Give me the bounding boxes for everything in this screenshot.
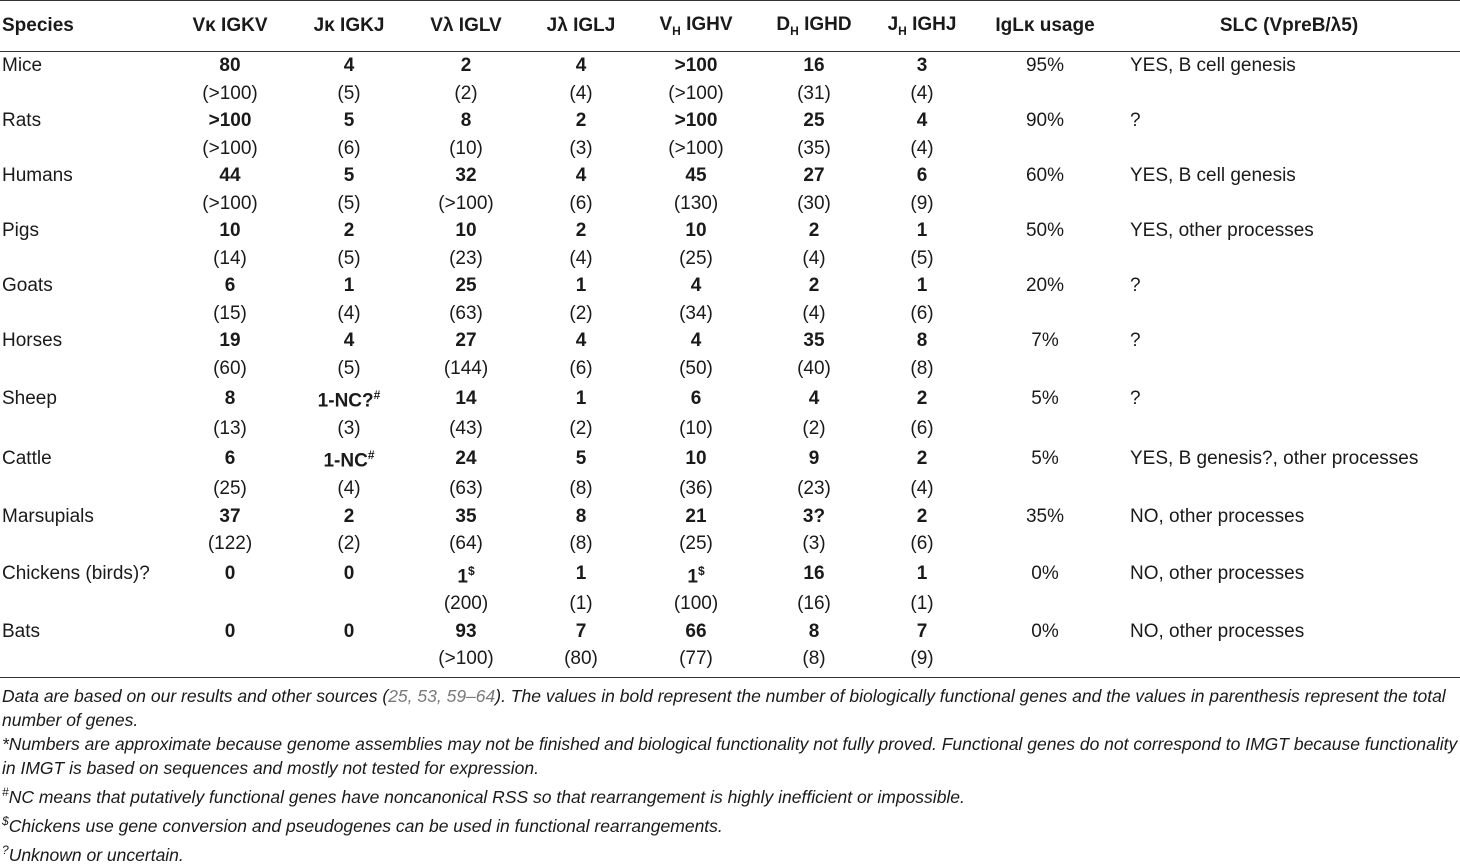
functional-vh-cell: 6 [690,387,702,409]
table-footnotes [0,678,1460,866]
functional-jl-cell: 4 [575,55,587,76]
table-row [0,52,1460,80]
functional-vh-cell: 4 [690,330,702,351]
functional-jh-cell: 1 [916,563,928,585]
slc-cell: YES, B cell genesis [1130,55,1296,76]
functional-jl-cell: 4 [575,165,587,186]
functional-jk-cell: 2 [343,505,355,527]
empty-cell [972,475,1118,503]
total-vh-cell: (25) [679,247,713,269]
table-row-totals [0,80,1460,108]
functional-jh-cell: 2 [916,387,928,409]
total-vl-cell: (23) [449,247,483,269]
empty-cell [1118,300,1460,328]
table-row-totals [0,590,1460,618]
total-jk-cell: (5) [337,247,361,269]
total-vl-cell: (>100) [438,192,494,214]
usage-cell: 35% [1025,505,1065,527]
total-vh-cell: (34) [679,302,713,324]
usage-cell: 20% [1025,275,1065,296]
functional-jk-cell: 5 [343,165,355,186]
empty-cell [0,415,168,443]
species-cell: Marsupials [2,505,94,527]
total-jk-cell: (2) [337,533,361,555]
total-jh-cell: (9) [910,192,934,214]
empty-cell [972,245,1118,273]
total-vl-cell: (10) [449,137,483,159]
empty-cell [1118,475,1460,503]
functional-jk-cell: 1-NC?# [317,388,381,412]
total-jk-cell: (4) [337,478,361,500]
usage-cell: 5% [1031,447,1059,469]
total-jh-cell: (6) [910,417,934,439]
functional-dh-cell: 2 [808,275,820,296]
header-jl: Jλ IGLJ [526,1,636,52]
footnote-approximate: *Numbers are approximate because genome assemblies may not be finished and biological functionality not fully proved. Functional genes do not correspond to IMGT because functionality in IMGT is based on sequences and mostly not tested for expression. [2,733,1458,778]
total-dh-cell: (31) [797,82,831,104]
functional-vk-cell: 10 [219,220,241,241]
functional-vh-cell: >100 [674,55,718,76]
total-vh-cell: (130) [673,192,719,214]
functional-jl-cell: 1 [575,275,587,296]
total-vh-cell: (>100) [668,137,724,159]
functional-vl-cell: 32 [455,165,477,186]
total-dh-cell: (40) [797,357,831,379]
total-jh-cell: (4) [910,82,934,104]
table-row [0,503,1460,531]
functional-vk-cell: 44 [219,165,241,186]
table-row [0,618,1460,646]
empty-cell [972,590,1118,618]
total-vl-cell: (43) [449,417,483,439]
total-vk-cell: (25) [213,478,247,500]
total-vk-cell: (13) [213,417,247,439]
total-jh-cell: (9) [872,645,972,677]
functional-jk-cell: 0 [343,563,355,585]
total-vh-cell: (36) [679,478,713,500]
species-cell: Humans [2,165,73,186]
total-vk-cell: (14) [213,247,247,269]
empty-cell [972,190,1118,218]
empty-cell [972,355,1118,383]
slc-cell: YES, B cell genesis [1130,165,1296,186]
total-vl-cell: (200) [443,593,489,615]
table-row-totals [0,190,1460,218]
functional-jh-cell: 2 [916,505,928,527]
total-vl-cell: (144) [443,357,489,379]
functional-dh-cell: 3? [802,505,826,527]
functional-jl-cell: 5 [575,447,587,469]
slc-cell: NO, other processes [1130,563,1305,585]
functional-jh-cell: 7 [916,620,928,642]
functional-dh-cell: 16 [803,563,825,585]
total-jk-cell: (5) [337,192,361,214]
total-vk-cell: (122) [207,533,253,555]
table-row [0,558,1460,591]
total-jl-cell: (80) [526,645,636,677]
total-jl-cell: (6) [569,357,593,379]
functional-vh-cell: 21 [685,505,707,527]
footnote-nc: #NC means that putatively functional genes have noncanonical RSS so that rearrangement is highly inefficient or impossible. [2,784,965,807]
species-cell: Rats [2,110,42,131]
total-vk-cell: (>100) [202,82,258,104]
total-vk-cell [168,590,292,618]
total-jl-cell: (8) [569,478,593,500]
functional-vl-cell: 35 [455,505,477,527]
header-usage: IgLκ usage [972,1,1118,52]
table-row-totals [0,645,1460,677]
total-jl-cell: (4) [569,247,593,269]
total-dh-cell: (8) [756,645,872,677]
total-dh-cell: (3) [802,533,826,555]
functional-vl-cell: 93 [455,620,477,642]
usage-cell: 95% [1025,55,1065,76]
total-dh-cell: (16) [797,593,831,615]
total-vh-cell: (100) [673,593,719,615]
species-cell: Chickens (birds)? [2,563,150,585]
total-vh-cell: (>100) [668,82,724,104]
functional-vl-cell: 8 [460,110,472,131]
total-dh-cell: (2) [802,417,826,439]
total-jl-cell: (4) [569,82,593,104]
table-body [0,52,1460,678]
empty-cell [0,355,168,383]
functional-vl-cell: 14 [455,387,477,409]
total-jl-cell: (2) [569,302,593,324]
empty-cell [972,530,1118,558]
empty-cell [0,590,168,618]
total-vk-cell: (>100) [202,192,258,214]
header-vk: Vκ IGKV [168,1,292,52]
usage-cell: 60% [1025,165,1065,186]
functional-vl-cell: 10 [455,220,477,241]
functional-vh-cell: 10 [685,447,707,469]
functional-jl-cell: 2 [575,110,587,131]
footnote-references[interactable]: 25, 53, 59–64 [388,685,496,706]
functional-vh-cell: 45 [685,165,707,186]
slc-cell: ? [1130,275,1141,296]
functional-jk-cell: 1 [343,275,355,296]
total-jh-cell: (4) [910,137,934,159]
total-vh-cell: (50) [679,357,713,379]
header-species: Species [0,1,168,52]
total-vh-cell: (25) [679,533,713,555]
species-cell: Goats [2,275,53,296]
table-row-totals [0,135,1460,163]
empty-cell [1118,415,1460,443]
total-dh-cell: (4) [802,247,826,269]
functional-vk-cell: 8 [224,387,236,409]
header-slc: SLC (VpreB/λ5) [1118,1,1460,52]
total-dh-cell: (4) [802,302,826,324]
empty-cell [1118,80,1460,108]
table-row [0,217,1460,245]
slc-cell: YES, B genesis?, other processes [1130,447,1419,469]
functional-jh-cell: 4 [916,110,928,131]
total-jl-cell: (1) [569,593,593,615]
total-jk-cell: (5) [337,82,361,104]
total-vk-cell [168,645,292,677]
total-jh-cell: (4) [910,478,934,500]
functional-dh-cell: 8 [808,620,820,642]
functional-jl-cell: 1 [575,563,587,585]
empty-cell [0,530,168,558]
empty-cell [1118,135,1460,163]
functional-vh-cell: >100 [674,110,718,131]
functional-jk-cell: 4 [343,55,355,76]
functional-vl-cell: 25 [455,275,477,296]
empty-cell [1118,190,1460,218]
functional-jh-cell: 6 [916,165,928,186]
table-row [0,162,1460,190]
functional-jl-cell: 2 [575,220,587,241]
functional-vk-cell: 0 [224,620,236,642]
species-cell: Sheep [2,387,57,409]
empty-cell [1118,530,1460,558]
functional-vl-cell: 27 [455,330,477,351]
functional-vk-cell: 19 [219,330,241,351]
total-vl-cell: (64) [449,533,483,555]
table-row-totals [0,530,1460,558]
empty-cell [0,80,168,108]
total-jh-cell: (1) [910,593,934,615]
usage-cell: 5% [1031,387,1059,409]
species-cell: Bats [2,620,41,642]
slc-cell: YES, other processes [1130,220,1314,241]
slc-cell: NO, other processes [1130,620,1305,642]
functional-dh-cell: 25 [803,110,825,131]
header-jk: Jκ IGKJ [292,1,406,52]
functional-dh-cell: 4 [808,387,820,409]
table-row [0,107,1460,135]
slc-cell: ? [1130,387,1141,409]
empty-cell [1118,590,1460,618]
total-jh-cell: (8) [910,357,934,379]
functional-jl-cell: 7 [575,620,587,642]
table-row-totals [0,300,1460,328]
empty-cell [972,645,1118,677]
total-vl-cell: (63) [449,302,483,324]
functional-jh-cell: 3 [916,55,928,76]
species-cell: Pigs [2,220,39,241]
functional-jh-cell: 1 [916,275,928,296]
total-dh-cell: (30) [797,192,831,214]
functional-vk-cell: 37 [219,505,241,527]
total-vh-cell: (77) [636,645,756,677]
table-row [0,272,1460,300]
table-row-totals [0,245,1460,273]
total-jh-cell: (5) [910,247,934,269]
table-row [0,442,1460,475]
empty-cell [0,475,168,503]
functional-dh-cell: 2 [808,220,820,241]
functional-vk-cell: 6 [224,447,236,469]
empty-cell [972,80,1118,108]
slc-cell: ? [1130,110,1141,131]
total-dh-cell: (23) [797,478,831,500]
species-cell: Horses [2,330,63,351]
table-row [0,327,1460,355]
functional-vk-cell: >100 [208,110,252,131]
functional-dh-cell: 27 [803,165,825,186]
functional-jk-cell: 2 [343,220,355,241]
functional-jk-cell: 1-NC# [323,448,375,472]
functional-dh-cell: 35 [803,330,825,351]
usage-cell: 50% [1025,220,1065,241]
functional-dh-cell: 16 [803,55,825,76]
total-vh-cell: (10) [679,417,713,439]
total-vl-cell: (63) [449,478,483,500]
table-row-totals [0,475,1460,503]
functional-vh-cell: 66 [685,620,707,642]
total-jk-cell [292,645,406,677]
total-vl-cell: (2) [454,82,478,104]
footnote-chickens: $Chickens use gene conversion and pseudogenes can be used in functional rearrangements. [2,813,723,836]
empty-cell [1118,245,1460,273]
functional-vh-cell: 1$ [687,563,705,587]
total-jk-cell [292,590,406,618]
functional-vl-cell: 2 [460,55,472,76]
footnote-data-sources: Data are based on our results and other sources (25, 53, 59–64). The values in bold represent the number of biologically functional genes and the values in parenthesis represent the total number of genes. [2,685,1446,730]
footnote-unknown: ?Unknown or uncertain. [2,842,184,865]
functional-vk-cell: 0 [224,563,236,585]
functional-jh-cell: 2 [916,447,928,469]
usage-cell: 7% [1031,330,1059,351]
functional-vk-cell: 80 [219,55,241,76]
table-row [0,382,1460,415]
usage-cell: 0% [1031,620,1059,642]
usage-cell: 0% [1031,563,1059,585]
slc-cell: NO, other processes [1130,505,1305,527]
empty-cell [0,190,168,218]
species-cell: Mice [2,55,43,76]
empty-cell [1118,645,1460,677]
table-row-totals [0,355,1460,383]
total-vk-cell: (60) [213,357,247,379]
empty-cell [972,415,1118,443]
header-dh: $D_H$ IGHD [756,1,872,52]
empty-cell [1118,355,1460,383]
header-jh: $J_H$ IGHJ [872,1,972,52]
empty-cell [972,135,1118,163]
total-dh-cell: (35) [797,137,831,159]
total-jl-cell: (2) [569,417,593,439]
usage-cell: 90% [1025,110,1065,131]
total-jk-cell: (3) [337,417,361,439]
functional-jk-cell: 4 [343,330,355,351]
functional-jk-cell: 5 [343,110,355,131]
functional-vl-cell: 1$ [457,563,475,587]
total-vl-cell: (>100) [406,645,526,677]
functional-jh-cell: 1 [916,220,928,241]
species-cell: Cattle [2,447,52,469]
header-vl: Vλ IGLV [406,1,526,52]
functional-dh-cell: 9 [808,447,820,469]
header-vh: $V_H$ IGHV [636,1,756,52]
header-row [0,1,1460,52]
total-jk-cell: (6) [337,137,361,159]
total-jl-cell: (3) [569,137,593,159]
functional-vh-cell: 4 [690,275,702,296]
total-vk-cell: (15) [213,302,247,324]
total-jl-cell: (8) [569,533,593,555]
functional-jl-cell: 1 [575,387,587,409]
empty-cell [972,300,1118,328]
functional-jl-cell: 4 [575,330,587,351]
total-jh-cell: (6) [910,302,934,324]
table-row-totals [0,415,1460,443]
functional-vk-cell: 6 [224,275,236,296]
total-jh-cell: (6) [910,533,934,555]
functional-vh-cell: 10 [685,220,707,241]
empty-cell [0,300,168,328]
functional-vl-cell: 24 [455,447,477,469]
empty-cell [0,135,168,163]
total-jk-cell: (4) [337,302,361,324]
functional-jk-cell: 0 [343,620,355,642]
empty-cell [0,645,168,677]
total-vk-cell: (>100) [202,137,258,159]
empty-cell [0,245,168,273]
functional-jh-cell: 8 [916,330,928,351]
functional-jl-cell: 8 [575,505,587,527]
total-jl-cell: (6) [569,192,593,214]
total-jk-cell: (5) [337,357,361,379]
slc-cell: ? [1130,330,1141,351]
